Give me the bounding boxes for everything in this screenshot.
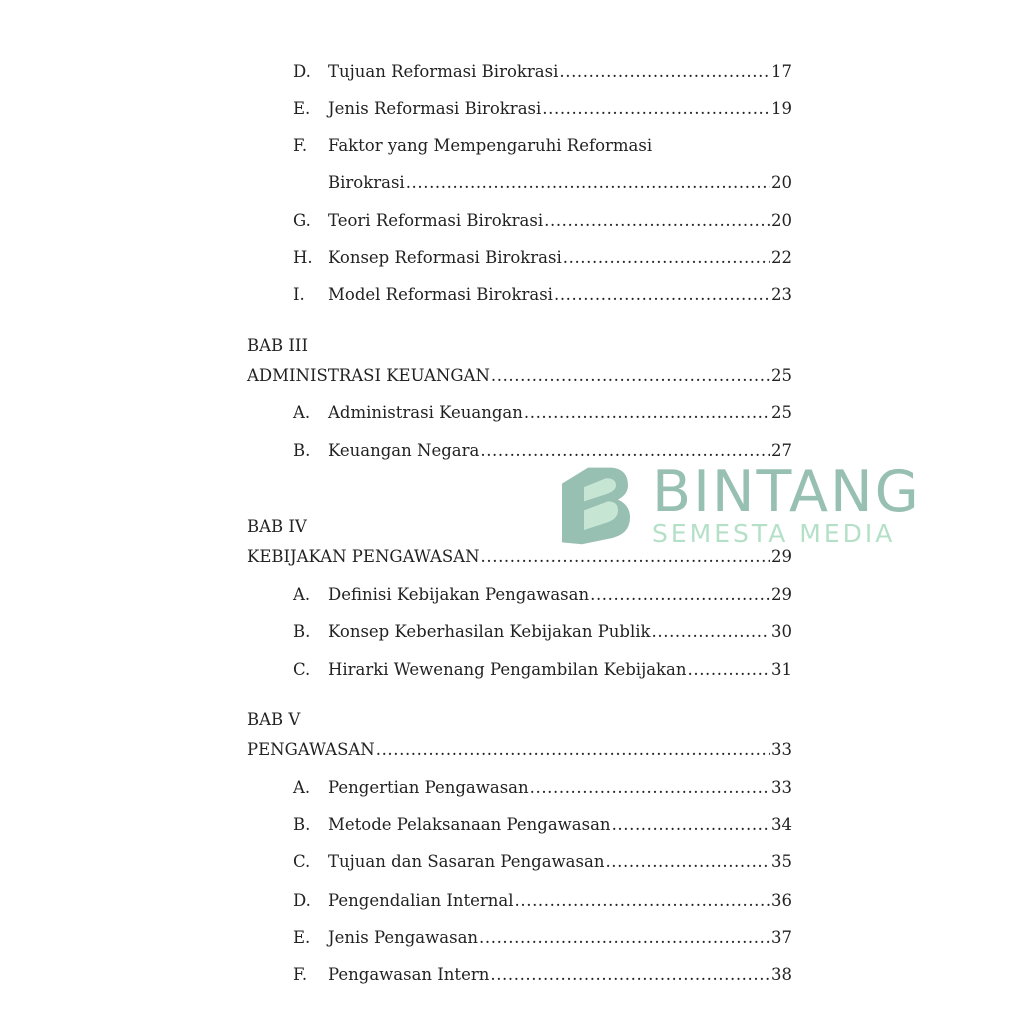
entry-title: Faktor yang Mempengaruhi Reformasi <box>328 136 653 155</box>
entry-letter: F. <box>293 965 308 984</box>
page-number: 33 <box>771 778 792 797</box>
dot-leader <box>515 889 770 913</box>
toc-entry <box>0 620 1024 644</box>
entry-title: Model Reformasi Birokrasi <box>328 285 553 304</box>
entry-letter: A. <box>293 403 311 422</box>
entry-letter: E. <box>293 99 311 118</box>
toc-entry <box>0 283 1024 307</box>
dot-leader <box>559 60 770 84</box>
toc-entry <box>0 926 1024 950</box>
toc-entry <box>0 776 1024 800</box>
toc-entry <box>0 850 1024 874</box>
dot-leader <box>542 97 770 121</box>
entry-letter: F. <box>293 136 308 155</box>
page-number: 34 <box>771 815 792 834</box>
entry-letter: B. <box>293 815 311 834</box>
page-number: 37 <box>771 928 792 947</box>
dot-leader <box>544 209 770 233</box>
entry-title: Jenis Pengawasan <box>328 928 479 947</box>
entry-title: KEBIJAKAN PENGAWASAN <box>247 547 480 566</box>
entry-letter: A. <box>293 778 311 797</box>
entry-title: Hirarki Wewenang Pengambilan Kebijakan <box>328 660 687 679</box>
chapter-heading <box>0 708 1024 732</box>
dot-leader <box>376 738 770 762</box>
toc-entry <box>0 889 1024 913</box>
entry-title: Definisi Kebijakan Pengawasan <box>328 585 590 604</box>
dot-leader <box>491 364 770 388</box>
entry-title: Birokrasi <box>328 173 405 192</box>
dot-leader <box>480 439 770 463</box>
page-number: 35 <box>771 852 792 871</box>
chapter-label: BAB III <box>247 336 308 355</box>
chapter-label: BAB IV <box>247 517 307 536</box>
entry-title: Konsep Reformasi Birokrasi <box>328 248 562 267</box>
entry-title: Metode Pelaksanaan Pengawasan <box>328 815 611 834</box>
page-number: 19 <box>771 99 792 118</box>
dot-leader <box>530 776 770 800</box>
entry-letter: C. <box>293 852 311 871</box>
page-number: 23 <box>771 285 792 304</box>
page-number: 20 <box>771 211 792 230</box>
entry-letter: G. <box>293 211 311 230</box>
page-number: 25 <box>771 403 792 422</box>
page-number: 33 <box>771 740 792 759</box>
toc-entry <box>0 60 1024 84</box>
toc-entry <box>0 97 1024 121</box>
entry-letter: D. <box>293 891 311 910</box>
entry-title: Pengawasan Intern <box>328 965 490 984</box>
toc-entry <box>0 134 1024 158</box>
page-number: 25 <box>771 366 792 385</box>
page-number: 31 <box>771 660 792 679</box>
page-number: 30 <box>771 622 792 641</box>
page-number: 29 <box>771 585 792 604</box>
toc-entry <box>0 401 1024 425</box>
entry-letter: I. <box>293 285 305 304</box>
toc-entry <box>0 813 1024 837</box>
entry-title: Pengertian Pengawasan <box>328 778 529 797</box>
entry-title: PENGAWASAN <box>247 740 375 759</box>
entry-letter: A. <box>293 585 311 604</box>
toc-entry <box>0 963 1024 987</box>
dot-leader <box>406 171 770 195</box>
dot-leader <box>563 246 770 270</box>
page-number: 38 <box>771 965 792 984</box>
entry-letter: D. <box>293 62 311 81</box>
dot-leader <box>652 620 770 644</box>
entry-title: Tujuan Reformasi Birokrasi <box>328 62 559 81</box>
page-number: 27 <box>771 441 792 460</box>
watermark-subtitle: SEMESTA MEDIA <box>652 519 896 548</box>
dot-leader <box>590 583 770 607</box>
toc-entry <box>0 439 1024 463</box>
toc-entry <box>0 246 1024 270</box>
dot-leader <box>481 545 770 569</box>
toc-entry <box>0 583 1024 607</box>
toc-entry <box>0 658 1024 682</box>
toc-entry <box>0 209 1024 233</box>
entry-letter: B. <box>293 441 311 460</box>
page-number: 17 <box>771 62 792 81</box>
toc-entry <box>0 545 1024 569</box>
toc-entry <box>0 364 1024 388</box>
entry-title: Jenis Reformasi Birokrasi <box>328 99 542 118</box>
dot-leader <box>612 813 770 837</box>
chapter-heading <box>0 334 1024 358</box>
page-number: 36 <box>771 891 792 910</box>
watermark-title: BINTANG <box>652 459 921 525</box>
entry-letter: E. <box>293 928 311 947</box>
chapter-label: BAB V <box>247 710 301 729</box>
dot-leader <box>490 963 770 987</box>
entry-title: ADMINISTRASI KEUANGAN <box>247 366 490 385</box>
page-number: 22 <box>771 248 792 267</box>
toc-entry <box>0 171 1024 195</box>
dot-leader <box>554 283 770 307</box>
entry-title: Pengendalian Internal <box>328 891 514 910</box>
entry-title: Administrasi Keuangan <box>328 403 523 422</box>
entry-title: Keuangan Negara <box>328 441 480 460</box>
entry-letter: H. <box>293 248 313 267</box>
entry-letter: B. <box>293 622 311 641</box>
entry-letter: C. <box>293 660 311 679</box>
chapter-heading <box>0 515 1024 539</box>
entry-title: Teori Reformasi Birokrasi <box>328 211 544 230</box>
toc-entry <box>0 738 1024 762</box>
entry-title: Tujuan dan Sasaran Pengawasan <box>328 852 605 871</box>
page-number: 20 <box>771 173 792 192</box>
page-number: 29 <box>771 547 792 566</box>
dot-leader <box>688 658 771 682</box>
dot-leader <box>479 926 770 950</box>
entry-title: Konsep Keberhasilan Kebijakan Publik <box>328 622 651 641</box>
dot-leader <box>605 850 770 874</box>
dot-leader <box>524 401 770 425</box>
